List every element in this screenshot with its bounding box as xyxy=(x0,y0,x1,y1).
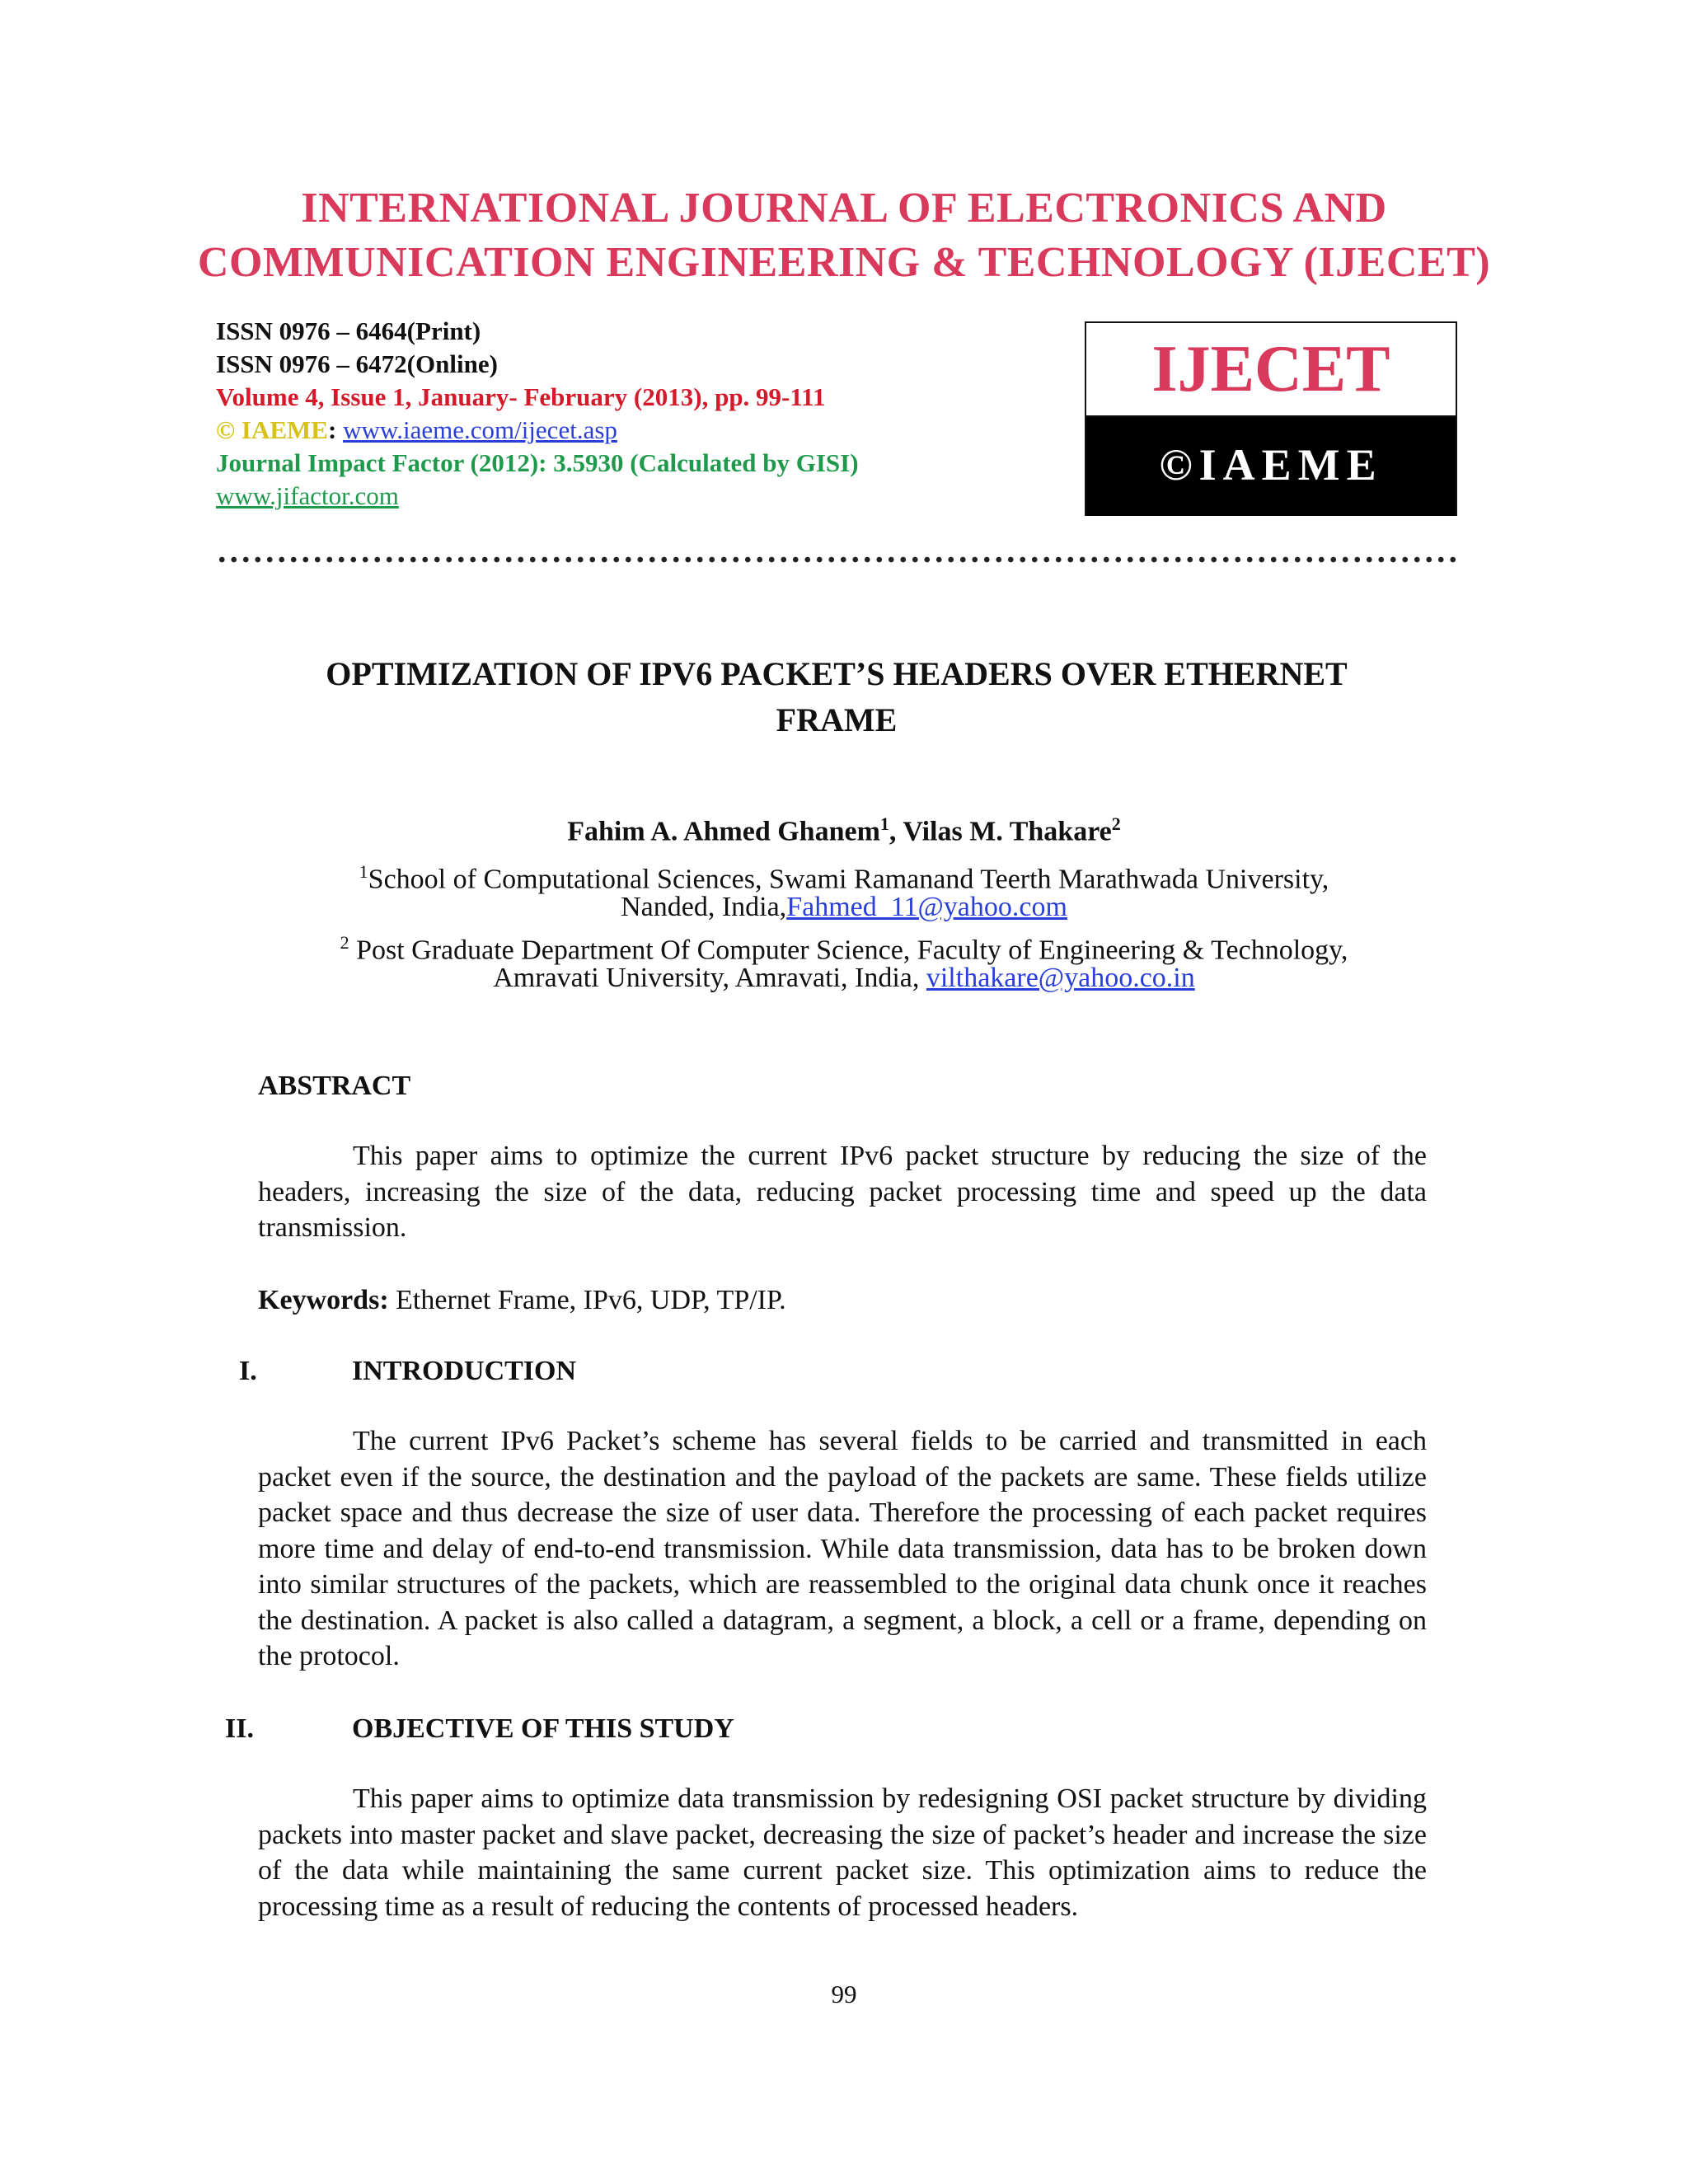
journal-url-link[interactable]: www.iaeme.com/ijecet.asp xyxy=(343,415,617,444)
journal-title-line-2: COMMUNICATION ENGINEERING & TECHNOLOGY (IJECET) xyxy=(197,239,1491,286)
section-2-number: II. xyxy=(225,1713,254,1744)
issn-online: ISSN 0976 – 6472(Online) xyxy=(216,349,498,378)
journal-logo xyxy=(1085,321,1457,516)
author-1-email[interactable]: Fahmed_11@yahoo.com xyxy=(786,892,1067,922)
journal-metadata xyxy=(216,315,859,513)
abstract-heading: ABSTRACT xyxy=(258,1071,411,1101)
jifactor-link[interactable]: www.jifactor.com xyxy=(216,481,399,510)
author-1-sup: 1 xyxy=(879,813,889,834)
affiliation-2-location: Amravati University, Amravati, India, xyxy=(493,963,926,993)
author-2-sup: 2 xyxy=(1111,813,1121,834)
authors xyxy=(0,806,1688,850)
affiliation-1-sup: 1 xyxy=(359,861,368,882)
abstract-text: This paper aims to optimize the current IPv6 packet structure by reducing the size of the headers, increasing the size of the data, reducing packet processing time and speed up the data transmission. xyxy=(258,1141,1427,1243)
paper-title-line-2: FRAME xyxy=(776,701,898,738)
section-2-heading: OBJECTIVE OF THIS STUDY xyxy=(352,1713,734,1744)
logo-iaeme: ©IAEME xyxy=(1086,417,1456,516)
copyright-publisher: © IAEME xyxy=(216,415,328,444)
keywords xyxy=(258,1282,786,1319)
issn-print: ISSN 0976 – 6464(Print) xyxy=(216,316,481,345)
page-number: 99 xyxy=(831,1980,857,2008)
section-1-heading: INTRODUCTION xyxy=(352,1356,577,1386)
affiliation-2-text: Post Graduate Department Of Computer Science, Faculty of Engineering & Technology, xyxy=(349,935,1348,966)
logo-ijecet: IJECET xyxy=(1086,323,1456,417)
paper-title-line-1: OPTIMIZATION OF IPV6 PACKET’S HEADERS OVER ETHERNET xyxy=(326,655,1348,692)
section-1-text: The current IPv6 Packet’s scheme has several fields to be carried and transmitted in each packet even if the source, the destination and the payload of the packets are same. These fields utilize packet space and thus decrease the size of user data. Therefore the processing of each packet requires more time and delay of end-to-end transmission. While data transmission, data has to be broken down into similar structures of the packets, which are reassembled to the original data chunk once it reaches the destination. A packet is also called a datagram, a segment, a block, a cell or a frame, depending on the protocol. xyxy=(258,1426,1427,1671)
copyright-line xyxy=(216,414,859,447)
journal-title-line-1: INTERNATIONAL JOURNAL OF ELECTRONICS AND xyxy=(301,185,1387,232)
paper-title xyxy=(216,651,1457,743)
author-1: Fahim A. Ahmed Ghanem xyxy=(567,816,880,847)
copyright-colon: : xyxy=(327,415,344,444)
affiliation-2-line-2 xyxy=(0,960,1688,996)
dotted-separator xyxy=(216,554,1457,565)
keywords-text: Ethernet Frame, IPv6, UDP, TP/IP. xyxy=(388,1285,786,1315)
affiliation-1-line-2 xyxy=(0,889,1688,925)
affiliation-1-text: School of Computational Sciences, Swami Ramanand Teerth Marathwada University, xyxy=(368,864,1329,895)
affiliation-1-location: Nanded, India, xyxy=(621,892,787,922)
keywords-label: Keywords: xyxy=(258,1285,389,1315)
author-2: Vilas M. Thakare xyxy=(903,816,1112,847)
section-2-text: This paper aims to optimize data transmission by redesigning OSI packet structure by dividing packets into master packet and slave packet, decreasing the size of packet’s header and increase the size of the data while maintaining the same current packet size. This optimization aims to reduce the processing time as a result of reducing the contents of processed headers. xyxy=(258,1783,1427,1922)
author-2-email[interactable]: vilthakare@yahoo.co.in xyxy=(926,963,1195,993)
affiliation-2-sup: 2 xyxy=(340,932,349,953)
impact-factor: Journal Impact Factor (2012): 3.5930 (Calculated by GISI) xyxy=(216,448,859,477)
author-separator: , xyxy=(889,816,903,847)
section-1-number: I. xyxy=(239,1356,257,1386)
volume-info: Volume 4, Issue 1, January- February (2013), pp. 99-111 xyxy=(216,382,826,411)
